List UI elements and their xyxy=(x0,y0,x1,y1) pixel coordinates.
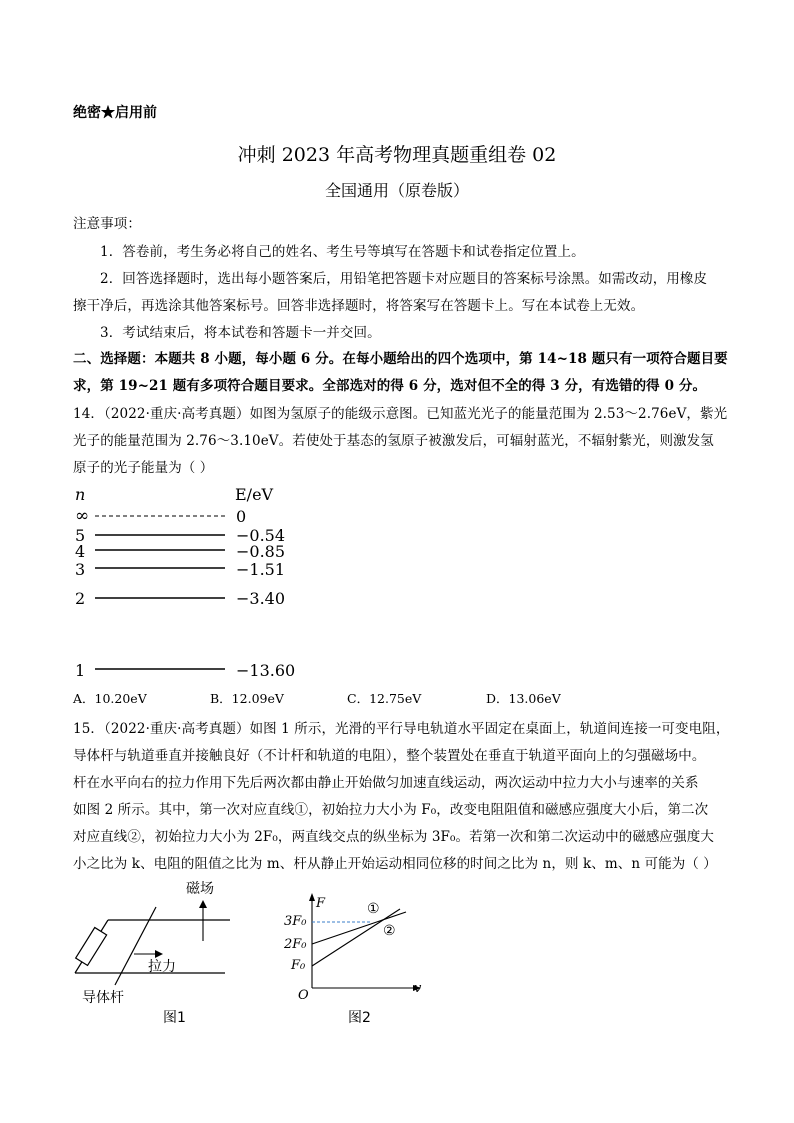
field-arrow-head xyxy=(199,900,207,908)
field-label: 磁场 xyxy=(186,881,214,897)
question-14-line-3: 原子的光子能量为（ ） xyxy=(73,460,214,476)
figure-1-caption: 图1 xyxy=(163,1010,186,1026)
option-b[interactable]: B．12.09eV xyxy=(210,691,284,706)
rod-label: 导体杆 xyxy=(82,990,124,1006)
question-15-line-2: 导体杆与轨道垂直并接触良好（不计杆和轨道的电阻），整个装置处在垂直于轨道平面向上的匀强磁场中。 xyxy=(73,748,706,764)
level-inf-e: 0 xyxy=(236,507,247,526)
force-label: 拉力 xyxy=(148,959,176,975)
figure-1-rails xyxy=(60,875,260,1035)
level-1-e: −13.60 xyxy=(236,661,296,680)
notice-item-2-line-1: 2．回答选择题时，选出每小题答案后，用铅笔把答题卡对应题目的答案标号涂黑。如需改动，用橡皮 xyxy=(100,271,708,287)
notice-item-3: 3．考试结束后，将本试卷和答题卡一并交回。 xyxy=(100,325,381,341)
question-15-line-3: 杆在水平向右的拉力作用下先后两次都由静止开始做匀加速直线运动，两次运动中拉力大小与速率的关系 xyxy=(73,775,699,791)
energy-axis-label: E/eV xyxy=(235,485,274,504)
section-heading-line-2: 求，第 19~21 题有多项符合题目要求。全部选对的得 6 分，选对但不全的得 3 分，有选错的得 0 分。 xyxy=(73,378,707,394)
question-15-line-6: 小之比为 k、电阻的阻值之比为 m、杆从静止开始运动相同位移的时间之比为 n，则 k、m、n 可能为（ ） xyxy=(73,856,717,872)
notice-item-1: 1．答卷前，考生务必将自己的姓名、考生号等填写在答题卡和试卷指定位置上。 xyxy=(100,244,585,260)
option-a[interactable]: A．10.20eV xyxy=(73,691,147,706)
level-1-n: 1 xyxy=(75,661,86,680)
exam-title: 冲刺 2023 年高考物理真题重组卷 02 xyxy=(237,144,557,166)
y-axis-label: F xyxy=(316,896,326,911)
notice-item-2-line-2: 擦干净后，再选涂其他答案标号。回答非选择题时，将答案写在答题卡上。写在本试卷上无效。 xyxy=(73,298,645,314)
confidential-mark: 绝密★启用前 xyxy=(73,105,157,121)
origin-label: O xyxy=(298,988,309,1003)
level-inf-n: ∞ xyxy=(75,506,90,526)
y-axis-arrow xyxy=(309,893,315,901)
level-4-e: −0.85 xyxy=(236,542,286,561)
force-arrow-head xyxy=(155,950,163,958)
line-2-label: ② xyxy=(383,923,396,939)
section-heading-line-1: 二、选择题：本题共 8 小题，每小题 6 分。在每小题给出的四个选项中，第 14~18 题只有一项符合题目要 xyxy=(73,351,728,367)
tick-2f0: 2F₀ xyxy=(284,937,307,952)
tick-f0: F₀ xyxy=(291,958,306,973)
question-14-line-1: 14．（2022·重庆·高考真题）如图为氢原子的能级示意图。已知蓝光光子的能量范围为 2.53～2.76eV，紫光 xyxy=(73,406,728,422)
figure-2-caption: 图2 xyxy=(348,1010,371,1026)
question-14-line-2: 光子的能量范围为 2.76～3.10eV。若使处于基态的氢原子被激发后，可辐射蓝光，不辐射紫光，则激发氢 xyxy=(73,433,714,449)
energy-level-diagram xyxy=(60,478,320,688)
level-4-n: 4 xyxy=(75,542,86,561)
question-15-line-1: 15．（2022·重庆·高考真题）如图 1 所示，光滑的平行导电轨道水平固定在桌面上，轨道间连接一可变电阻， xyxy=(73,721,730,737)
notice-heading: 注意事项： xyxy=(73,216,141,232)
question-15-line-4: 如图 2 所示。其中，第一次对应直线①，初始拉力大小为 F₀，改变电阻阻值和磁感应强度大小后，第二次 xyxy=(73,802,709,818)
question-15-line-5: 对应直线②，初始拉力大小为 2F₀，两直线交点的纵坐标为 3F₀。若第一次和第二次运动中的磁感应强度大 xyxy=(73,829,714,845)
tick-3f0: 3F₀ xyxy=(284,914,307,929)
level-5-e: −0.54 xyxy=(236,526,286,545)
option-d[interactable]: D．13.06eV xyxy=(486,691,561,706)
figure-2-graph xyxy=(276,890,446,1035)
x-axis-label: v xyxy=(414,981,422,996)
option-c[interactable]: C．12.75eV xyxy=(347,691,422,706)
level-3-n: 3 xyxy=(75,560,86,579)
n-axis-label: n xyxy=(75,485,86,504)
resistor xyxy=(76,927,107,965)
level-5-n: 5 xyxy=(75,526,86,545)
level-3-e: −1.51 xyxy=(236,560,286,579)
line-1-label: ① xyxy=(367,901,380,917)
level-2-n: 2 xyxy=(75,589,86,608)
level-2-e: −3.40 xyxy=(236,589,286,608)
exam-subtitle: 全国通用（原卷版） xyxy=(324,181,469,200)
